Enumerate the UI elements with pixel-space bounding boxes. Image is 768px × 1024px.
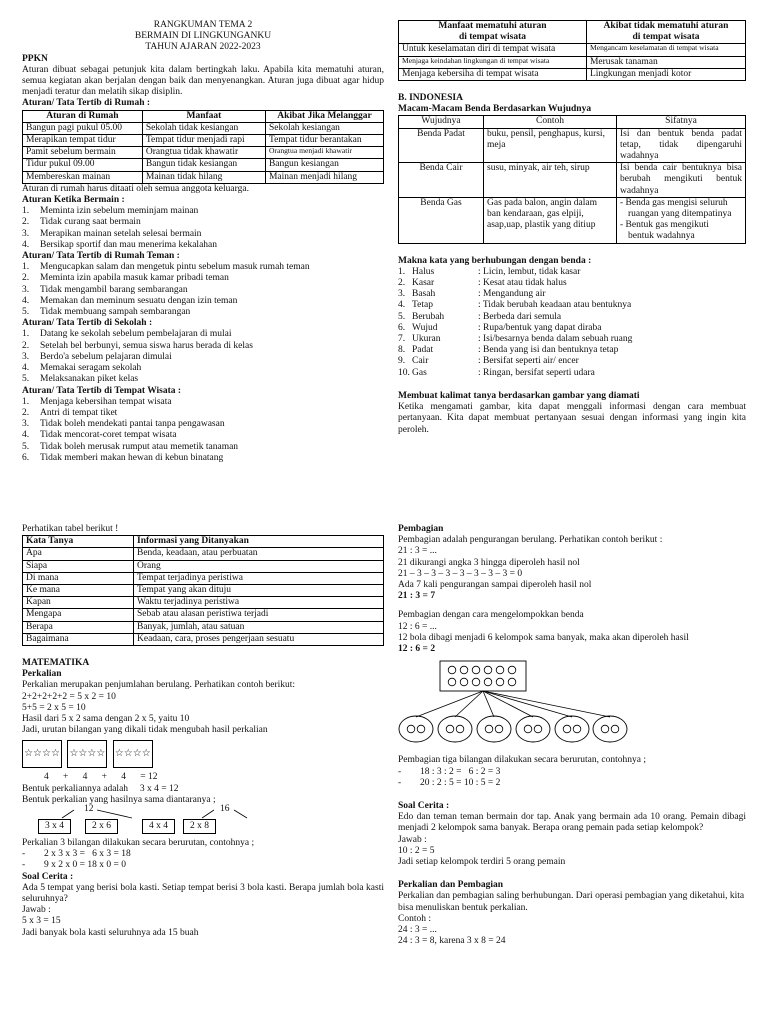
table-cell: Sekolah kesiangan xyxy=(265,122,383,134)
list-item xyxy=(22,352,384,363)
list-item xyxy=(22,341,384,352)
makna-number: 5. xyxy=(398,311,406,322)
table-header xyxy=(586,21,745,44)
table-cell: Banyak, jumlah, atau satuan xyxy=(134,621,384,633)
list-text: Memakan dan meminum sesuatu dengan izin teman xyxy=(40,295,238,306)
list-item xyxy=(22,262,384,273)
table-cell: Orangtua tidak khawatir xyxy=(142,147,265,159)
table-row xyxy=(399,163,746,198)
list-item: - 18 : 3 : 2 = 6 : 2 = 3 xyxy=(398,766,501,777)
table-cell: Sekolah tidak kesiangan xyxy=(142,122,265,134)
makna-word: Basah xyxy=(412,289,436,300)
table-cell: Keadaan, cara, proses pengerjaan sesuatu xyxy=(134,633,384,645)
makna-word: Gas xyxy=(412,367,427,378)
table-row xyxy=(23,585,384,597)
list-item xyxy=(398,267,746,278)
bindo-section xyxy=(398,20,746,436)
sifat-line: - Benda gas mengisi seluruh xyxy=(620,197,728,208)
table-row xyxy=(23,609,384,621)
table-cell: Mengancam keselamatan di tempat wisata xyxy=(586,44,745,56)
list-item xyxy=(22,442,384,453)
perkalian-line: 2+2+2+2+2 = 5 x 2 = 10 xyxy=(22,691,116,702)
table-cell: Waktu terjadinya peristiwa xyxy=(134,597,384,609)
list-item: - 20 : 2 : 5 = 10 : 5 = 2 xyxy=(398,777,501,788)
group-total: 12 xyxy=(84,804,94,815)
header-line: Akibat tidak mematuhi aturan xyxy=(603,21,729,31)
kalimat-title: Membuat kalimat tanya berdasarkan gambar yang diamati xyxy=(398,390,640,401)
soal-text: Ada 5 tempat yang berisi bola kasti. Setiap tempat berisi 3 bola kasti. Berapa jumlah bola kasti seluruhnya? xyxy=(22,882,384,905)
kelompok-title: Pembagian dengan cara mengelompokkan benda xyxy=(398,610,584,621)
table-header: Kata Tanya xyxy=(23,536,134,548)
table-cell: Orangtua menjadi khawatir xyxy=(265,147,383,159)
table-cell: Kapan xyxy=(23,597,134,609)
table-cell: buku, pensil, penghapus, kursi, meja xyxy=(484,128,617,163)
doc-title-3: TAHUN AJARAN 2022-2023 xyxy=(145,42,261,53)
mtk-heading: MATEMATIKA xyxy=(22,658,90,669)
list-item xyxy=(22,273,384,284)
list-text: Mengucapkan salam dan mengetuk pintu sebelum masuk rumah teman xyxy=(40,262,310,273)
perkalian-line: Jadi, urutan bilangan yang dikali tidak mengubah hasil perkalian xyxy=(22,725,268,736)
makna-meaning: : Isi/besarnya benda dalam sebuah ruang xyxy=(478,334,633,345)
makna-word: Wujud xyxy=(412,322,438,333)
table-cell: Lingkungan menjadi kotor xyxy=(586,68,745,80)
table-header: Sifatnya xyxy=(617,116,746,128)
table-cell: Orang xyxy=(134,560,384,572)
k-line: 12 : 6 = ... xyxy=(398,621,437,632)
list-item xyxy=(398,323,746,334)
list-text: Meminta izin apabila masuk kamar pribadi teman xyxy=(40,273,229,284)
makna-word: Tetap xyxy=(412,300,433,311)
contoh-line: 24 : 3 = 8, karena 3 x 8 = 24 xyxy=(398,936,506,947)
mult-pill: 3 x 4 xyxy=(38,819,71,834)
list-item xyxy=(22,453,384,464)
list-text: Setelah bel berbunyi, semua siswa harus berada di kelas xyxy=(40,340,253,351)
table-cell: Tempat tidur menjadi rapi xyxy=(142,135,265,147)
table-header: Manfaat xyxy=(142,110,265,122)
makna-meaning: : Tidak berubah keadaan atau bentuknya xyxy=(478,300,632,311)
table-header: Contoh xyxy=(484,116,617,128)
wisata-list xyxy=(22,397,384,464)
wisata-title: Aturan/ Tata Tertib di Tempat Wisata : xyxy=(22,385,182,396)
table-row xyxy=(23,621,384,633)
list-text: Datang ke sekolah sebelum pembelajaran di mulai xyxy=(40,329,232,340)
bindo-heading: B. INDONESIA xyxy=(398,93,463,104)
star-sum: 4 + 4 + 4 = 12 xyxy=(44,772,158,783)
makna-meaning: : Rupa/bentuk yang dapat diraba xyxy=(478,322,602,333)
list-item xyxy=(22,217,384,228)
list-number: 3. xyxy=(22,228,30,239)
bindo-subtitle: Macam-Macam Benda Berdasarkan Wujudnya xyxy=(398,104,592,115)
list-item xyxy=(22,430,384,441)
jawab-line: 5 x 3 = 15 xyxy=(22,916,61,927)
contoh-line: 24 : 3 = ... xyxy=(398,925,437,936)
list-item xyxy=(22,329,384,340)
doc-title-2: BERMAIN DI LINGKUNGANKU xyxy=(134,31,272,42)
star-groups xyxy=(22,740,384,768)
sekolah-title: Aturan/ Tata Tertib di Sekolah : xyxy=(22,318,153,329)
list-number: 6. xyxy=(22,452,30,463)
table-cell: Mainan menjadi hilang xyxy=(265,171,383,183)
makna-word: Padat xyxy=(412,345,434,356)
table-row xyxy=(23,147,384,159)
makna-number: 6. xyxy=(398,322,406,333)
grouping-diagram xyxy=(398,655,746,751)
table-cell: Benda, keadaan, atau perbuatan xyxy=(134,548,384,560)
sama-line: Bentuk perkalian yang hasilnya sama diantaranya ; xyxy=(22,794,216,805)
mult-pill: 2 x 6 xyxy=(85,819,118,834)
makna-word: Berubah xyxy=(412,311,445,322)
mult-pill: 4 x 4 xyxy=(142,819,175,834)
katatanya-intro: Perhatikan tabel berikut ! xyxy=(22,524,119,534)
perkalian-line: Hasil dari 5 x 2 sama dengan 2 x 5, yaitu 10 xyxy=(22,714,190,725)
table-cell: Tempat tidur berantakan xyxy=(265,135,383,147)
makna-list xyxy=(398,267,746,379)
table-row xyxy=(23,633,384,645)
bentuk-line: Bentuk perkaliannya adalah 3 x 4 = 12 xyxy=(22,783,179,794)
star-icon: ☆ xyxy=(87,748,97,760)
list-item xyxy=(398,334,746,345)
perkalian-line: Perkalian merupakan penjumlahan berulang. Perhatikan contoh berikut: xyxy=(22,680,296,691)
table-cell: Gas pada balon, angin dalam ban kendaraan, gas elpiji, asap,uap, plastik yang ditiup xyxy=(484,197,617,243)
pembagian-section xyxy=(398,524,746,947)
teman-title: Aturan/ Tata Tertib di Rumah Teman : xyxy=(22,251,180,262)
table-cell: Siapa xyxy=(23,560,134,572)
table-cell: Menjaga keindahan lingkungan di tempat wisata xyxy=(399,56,587,68)
balls xyxy=(448,666,516,686)
header-line: Manfaat mematuhi aturan xyxy=(438,21,547,31)
list-number: 2. xyxy=(22,340,30,351)
table-cell: Isi benda cair bentuknya bisa berubah mengikuti bentuk wadahnya xyxy=(617,163,746,198)
list-number: 2. xyxy=(22,217,30,228)
list-number: 5. xyxy=(22,374,30,385)
perkalian-lines xyxy=(22,680,384,736)
list-number: 1. xyxy=(22,206,30,217)
makna-meaning: : Kesat atau tidak halus xyxy=(478,278,567,289)
list-item xyxy=(398,345,746,356)
table-row xyxy=(23,572,384,584)
table-row xyxy=(399,128,746,163)
sekolah-list xyxy=(22,329,384,385)
table-row xyxy=(23,122,384,134)
list-item xyxy=(398,289,746,300)
makna-number: 3. xyxy=(398,289,406,300)
list-text: Tidak boleh mendekati pantai tanpa pengawasan xyxy=(40,419,225,430)
list-text: Meminta izin sebelum meminjam mainan xyxy=(40,206,199,217)
list-item xyxy=(398,278,746,289)
star-icon: ☆ xyxy=(24,748,34,760)
list-text: Tidak memberi makan hewan di kebun binatang xyxy=(40,452,224,463)
wisata-table xyxy=(398,20,746,81)
makna-meaning: : Benda yang isi dan bentuknya tetap xyxy=(478,345,619,356)
bermain-list xyxy=(22,206,384,251)
group-balls xyxy=(407,725,619,733)
list-number: 5. xyxy=(22,441,30,452)
mult-pill: 2 x 8 xyxy=(183,819,216,834)
makna-number: 2. xyxy=(398,278,406,289)
group-total: 16 xyxy=(220,804,230,815)
split-lines xyxy=(416,691,610,717)
table-cell xyxy=(617,197,746,243)
ex-line: 21 dikurangi angka 3 hingga diperoleh hasil nol xyxy=(398,557,580,568)
list-text: Memakai seragam sekolah xyxy=(40,363,142,374)
table-cell: Bangun tidak kesiangan xyxy=(142,159,265,171)
star-group xyxy=(22,740,62,768)
star-icon: ☆ xyxy=(69,748,79,760)
doc-title-1: RANGKUMAN TEMA 2 xyxy=(153,20,253,30)
tiga-list xyxy=(22,849,384,871)
table-row xyxy=(23,560,384,572)
contoh-label: Contoh : xyxy=(398,913,431,924)
list-number: 4. xyxy=(22,430,30,441)
table-cell: Bangun kesiangan xyxy=(265,159,383,171)
list-text: Merapikan mainan setelah selesai bermain xyxy=(40,228,202,239)
k-result: 12 : 6 = 2 xyxy=(398,644,436,655)
list-number: 5. xyxy=(22,307,30,318)
table-row xyxy=(399,197,746,243)
list-number: 1. xyxy=(22,262,30,273)
table-cell: susu, minyak, air teh, sirup xyxy=(484,163,617,198)
list-text: Antri di tempat tiket xyxy=(40,407,118,418)
list-number: 1. xyxy=(22,396,30,407)
star-icon: ☆ xyxy=(96,748,106,760)
pembagian-title: Pembagian xyxy=(398,524,444,534)
table-cell: Tempat yang akan dituju xyxy=(134,585,384,597)
ex-line: Ada 7 kali pengurangan sampai diperoleh hasil nol xyxy=(398,580,592,591)
list-text: Tidak curang saat bermain xyxy=(40,217,141,228)
list-text: Tidak mencorat-coret tempat wisata xyxy=(40,430,177,441)
ppkn-heading: PPKN xyxy=(22,53,48,64)
header-line: di tempat wisata xyxy=(632,32,700,43)
perkalian-line: 5+5 = 2 x 5 = 10 xyxy=(22,702,86,713)
soal-title: Soal Cerita : xyxy=(398,801,450,812)
tiga-list xyxy=(398,767,746,789)
list-item xyxy=(22,374,384,385)
list-item xyxy=(398,312,746,323)
star-icon: ☆ xyxy=(42,748,51,760)
header-line: di tempat wisata xyxy=(458,32,526,43)
table-cell: Membereskan mainan xyxy=(23,171,143,183)
list-number: 2. xyxy=(22,273,30,284)
kalimat-text: Ketika mengamati gambar, kita dapat menggali informasi dengan cara membuat pertanyaan. Kita dapat membuat pertanyaan sesuai dengan informasi yang ingin kita peroleh. xyxy=(398,402,746,435)
table-header: Akibat Jika Melanggar xyxy=(265,110,383,122)
list-item xyxy=(398,356,746,367)
table-header: Informasi yang Ditanyakan xyxy=(134,536,384,548)
makna-meaning: : Bersifat seperti air/ encer xyxy=(478,356,579,367)
table-row xyxy=(399,56,746,68)
list-number: 3. xyxy=(22,419,30,430)
makna-number: 10. xyxy=(398,367,410,378)
list-text: Tidak membuang sampah sembarangan xyxy=(40,307,191,318)
list-number: 2. xyxy=(22,407,30,418)
benda-table xyxy=(398,115,746,243)
table-cell: Mainan tidak hilang xyxy=(142,171,265,183)
pembagian-intro: Pembagian adalah pengurangan berulang. Perhatikan contoh berikut : xyxy=(398,535,663,546)
list-item xyxy=(22,408,384,419)
star-icon: ☆ xyxy=(123,748,133,760)
teman-list xyxy=(22,262,384,318)
k-line: 12 bola dibagi menjadi 6 kelompok sama banyak, maka akan diperoleh hasil xyxy=(398,632,689,643)
table-row xyxy=(23,159,384,171)
table-row xyxy=(399,68,746,80)
group-ovals xyxy=(399,716,627,742)
makna-meaning: : Mengandung air xyxy=(478,289,546,300)
katatanya-table xyxy=(22,535,384,646)
list-item xyxy=(22,419,384,430)
list-item xyxy=(22,285,384,296)
math-section xyxy=(22,524,384,939)
table-cell: Isi dan bentuk benda padat tetap, tidak dipengaruhi wadahnya xyxy=(617,128,746,163)
table-cell: Berapa xyxy=(23,621,134,633)
list-item xyxy=(22,397,384,408)
list-number: 4. xyxy=(22,363,30,374)
pp-text: Perkalian dan pembagian saling berhubungan. Dari operasi pembagian yang diketahui, kita bisa menuliskan bentuk perkalian. xyxy=(398,891,745,913)
makna-title: Makna kata yang berhubungan dengan benda : xyxy=(398,255,592,266)
table-cell: Bangun pagi pukul 05.00 xyxy=(23,122,143,134)
makna-meaning: : Berbeda dari semula xyxy=(478,311,562,322)
makna-number: 4. xyxy=(398,300,406,311)
star-icon: ☆ xyxy=(141,748,151,760)
table-cell: Pamit sebelum bermain xyxy=(23,147,143,159)
makna-number: 8. xyxy=(398,345,406,356)
list-item xyxy=(398,368,746,379)
jawab-line: 10 : 2 = 5 xyxy=(398,845,435,856)
table-cell: Bagaimana xyxy=(23,633,134,645)
table-cell: Untuk keselamatan diri di tempat wisata xyxy=(399,44,587,56)
table-cell: Merusak tanaman xyxy=(586,56,745,68)
list-text: Bersikap sportif dan mau menerima kekalahan xyxy=(40,239,218,250)
makna-meaning: : Ringan, bersifat seperti udara xyxy=(478,367,595,378)
table-cell: Tidur pukul 09.00 xyxy=(23,159,143,171)
table-cell: Menjaga kebersiha di tempat wisata xyxy=(399,68,587,80)
jadi-line: Jadi setiap kelompok terdiri 5 orang pemain xyxy=(398,857,566,868)
pill-row xyxy=(38,819,224,834)
sifat-line: - Bentuk gas mengikuti xyxy=(620,220,709,231)
list-item xyxy=(22,296,384,307)
table-cell: Benda Padat xyxy=(399,128,484,163)
makna-meaning: : Licin, lembut, tidak kasar xyxy=(478,266,581,277)
ppkn-section xyxy=(22,20,384,464)
star-group xyxy=(67,740,107,768)
group-diagram xyxy=(22,806,384,838)
table-header: Aturan di Rumah xyxy=(23,110,143,122)
list-item xyxy=(22,307,384,318)
ex-line: 21 – 3 – 3 – 3 – 3 – 3 – 3 – 3 = 0 xyxy=(398,568,523,579)
jawab-label: Jawab : xyxy=(22,905,51,916)
list-text: Berdo'a sebelum pelajaran dimulai xyxy=(40,351,172,362)
table-cell: Benda Cair xyxy=(399,163,484,198)
sifat-line: ruangan yang ditempatinya xyxy=(628,209,732,220)
list-text: Tidak boleh merusak rumput atau memetik tanaman xyxy=(40,441,239,452)
table-row xyxy=(399,44,746,56)
table-row xyxy=(23,171,384,183)
list-number: 4. xyxy=(22,295,30,306)
list-item xyxy=(22,240,384,251)
bermain-title: Aturan Ketika Bermain : xyxy=(22,195,125,206)
jadi-line: Jadi banyak bola kasti seluruhnya ada 15 buah xyxy=(22,927,199,938)
jawab-label: Jawab : xyxy=(398,834,427,845)
star-icon: ☆ xyxy=(33,748,42,760)
ppkn-intro: Aturan dibuat sebagai petunjuk kita dalam bertingkah laku. Apabila kita mematuhi aturan, semua kegiatan akan berjalan dengan baik dan menyenangkan. Aturan juga dibuat agar hidup menjadi teratur dan melatih sikap disiplin. xyxy=(22,64,384,98)
pp-title: Perkalian dan Pembagian xyxy=(398,880,504,891)
table-cell: Merapikan tempat tidur xyxy=(23,135,143,147)
table-cell: Ke mana xyxy=(23,585,134,597)
makna-word: Cair xyxy=(412,356,429,367)
perkalian-title: Perkalian xyxy=(22,669,62,680)
list-text: Tidak mengambil barang sembarangan xyxy=(40,284,188,295)
sifat-line: bentuk wadahnya xyxy=(628,231,695,242)
makna-number: 1. xyxy=(398,266,406,277)
star-group xyxy=(113,740,153,768)
table-cell: Tempat terjadinya peristiwa xyxy=(134,572,384,584)
makna-word: Kasar xyxy=(412,278,435,289)
makna-number: 9. xyxy=(398,356,406,367)
tiga-line: Pembagian tiga bilangan dilakukan secara berurutan, contohnya ; xyxy=(398,755,646,766)
table-cell: Mengapa xyxy=(23,609,134,621)
rumah-note: Aturan di rumah harus ditaati oleh semua anggota keluarga. xyxy=(22,183,249,194)
list-text: Melaksanakan piket kelas xyxy=(40,374,139,385)
table-cell: Di mana xyxy=(23,572,134,584)
soal-text: Edo dan teman teman bermain dor tap. Anak yang bermain ada 10 orang. Pemain dibagi menjadi 2 kelompok sama banyak. Berapa orang pemain pada setiap kelompok? xyxy=(398,812,746,834)
ex-result: 21 : 3 = 7 xyxy=(398,591,436,602)
list-number: 1. xyxy=(22,329,30,340)
star-icon: ☆ xyxy=(132,748,142,760)
star-icon: ☆ xyxy=(114,748,124,760)
table-header: Wujudnya xyxy=(399,116,484,128)
list-number: 4. xyxy=(22,239,30,250)
table-cell: Sebab atau alasan peristiwa terjadi xyxy=(134,609,384,621)
list-item xyxy=(22,229,384,240)
table-row xyxy=(23,548,384,560)
makna-word: Ukuran xyxy=(412,334,441,345)
list-item xyxy=(398,300,746,311)
table-row xyxy=(23,597,384,609)
rumah-table-title: Aturan/ Tata Tertib di Rumah : xyxy=(22,98,151,109)
soal-title: Soal Cerita : xyxy=(22,871,74,882)
list-number: 3. xyxy=(22,351,30,362)
list-number: 3. xyxy=(22,284,30,295)
makna-number: 7. xyxy=(398,334,406,345)
list-item: - 9 x 2 x 0 = 18 x 0 = 0 xyxy=(22,860,126,871)
ball-box xyxy=(440,661,526,691)
list-item xyxy=(22,206,384,217)
list-item xyxy=(22,363,384,374)
table-row xyxy=(23,135,384,147)
table-cell: Apa xyxy=(23,548,134,560)
tiga-line: Perkalian 3 bilangan dilakukan secara berurutan, contohnya ; xyxy=(22,838,255,849)
list-item: - 2 x 3 x 3 = 6 x 3 = 18 xyxy=(22,849,131,860)
star-icon: ☆ xyxy=(78,748,88,760)
star-icon: ☆ xyxy=(50,748,60,760)
rumah-table xyxy=(22,110,384,184)
ex-line: 21 : 3 = ... xyxy=(398,546,437,557)
list-text: Menjaga kebersihan tempat wisata xyxy=(40,396,172,407)
makna-word: Halus xyxy=(412,266,435,277)
table-cell: Benda Gas xyxy=(399,197,484,243)
table-header xyxy=(399,21,587,44)
